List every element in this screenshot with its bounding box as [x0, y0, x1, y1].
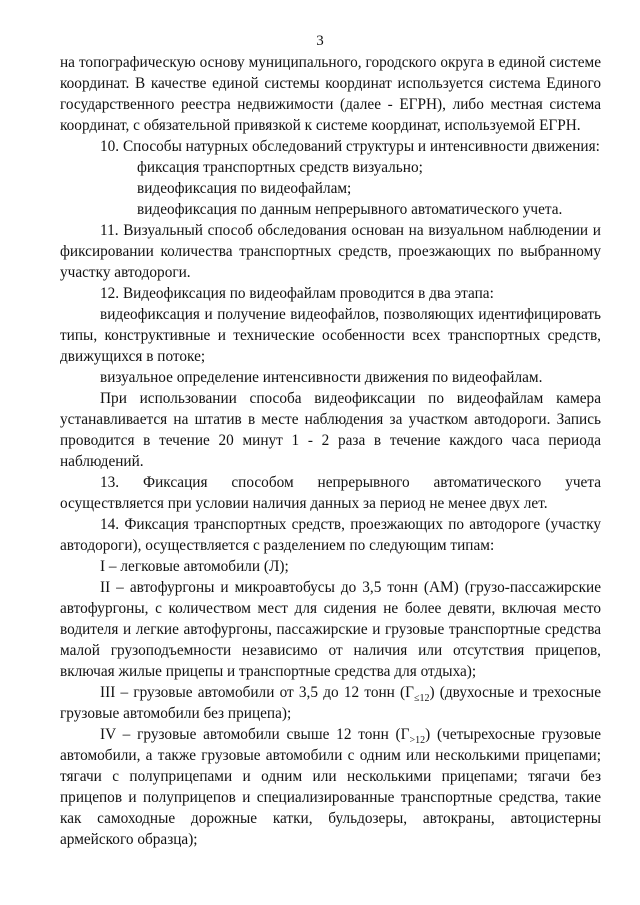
- type-4-subscript: >12: [409, 735, 426, 746]
- paragraph-11: 11. Визуальный способ обследования основан на визуальном наблюдении и фиксировании количества транспортных средств, проезжающих по выбранному участку автодороги.: [60, 222, 601, 281]
- paragraph-12: 12. Видеофиксация по видеофайлам проводится в два этапа:: [100, 285, 494, 302]
- paragraph-12-stage-1: видеофиксация и получение видеофайлов, позволяющих идентифицировать типы, конструктивные и технические особенности всех транспортных средств, движущихся в потоке;: [60, 306, 601, 365]
- type-4-text-end: ) (четырехосные грузовые автомобили, а также грузовые автомобили с одним или несколькими прицепами; тягачи с полуприцепами и одним или несколькими прицепами; тягачи без прицепов и полуприцепов и специализированные транспортные средства, такие как самоходные дорожные катки, бульдозеры, автокраны, автоцистерны армейского образца);: [60, 726, 601, 848]
- document-body: [60, 52, 601, 850]
- list-item: фиксация транспортных средств визуально;: [137, 159, 423, 176]
- paragraph-12-recording: При использовании способа видеофиксации по видеофайлам камера устанавливается на штатив в месте наблюдения за участком автодороги. Запись проводится в течение 20 минут 1 - 2 раза в течение каждого часа периода наблюдений.: [60, 390, 601, 470]
- paragraph-coordinates: на топографическую основу муниципального, городского округа в единой системе координат. В качестве единой системы координат используется система Единого государственного реестра недвижимости (далее - ЕГРН), либо местная система координат, с обязательной привязкой к системе координат, используемой ЕГРН.: [60, 54, 601, 134]
- type-3-text: III – грузовые автомобили от 3,5 до 12 тонн (Г: [100, 684, 414, 701]
- list-item: видеофиксация по видеофайлам;: [137, 180, 352, 197]
- type-3-subscript: ≤12: [414, 693, 430, 704]
- type-4-text: IV – грузовые автомобили свыше 12 тонн (Г: [100, 726, 410, 743]
- paragraph-14: 14. Фиксация транспортных средств, проезжающих по автодороге (участку автодороги), осуществляется с разделением по следующим типам:: [60, 516, 601, 554]
- paragraph-10: 10. Способы натурных обследований структуры и интенсивности движения:: [100, 138, 600, 155]
- list-item: видеофиксация по данным непрерывного автоматического учета.: [137, 201, 563, 218]
- paragraph-12-stage-2: визуальное определение интенсивности движения по видеофайлам.: [100, 369, 543, 386]
- type-2: II – автофургоны и микроавтобусы до 3,5 тонн (АМ) (грузо-пассажирские автофургоны, с количеством мест для сидения не более девяти, включая место водителя и легкие автофургоны, пассажирские и грузовые транспортные средства малой грузоподъемности независимо от наличия или отсутствия прицепов, включая жилые прицепы и транспортные средства для отдыха);: [60, 579, 601, 680]
- type-3: [60, 682, 601, 724]
- type-1: I – легковые автомобили (Л);: [100, 558, 289, 575]
- type-4: [60, 724, 601, 850]
- paragraph-13: 13. Фиксация способом непрерывного автоматического учета осуществляется при условии наличия данных за период не менее двух лет.: [60, 474, 601, 512]
- type-3-text-end: ) (двухосные и трехосные грузовые автомобили без прицепа);: [60, 684, 601, 722]
- page-number: 3: [316, 33, 324, 49]
